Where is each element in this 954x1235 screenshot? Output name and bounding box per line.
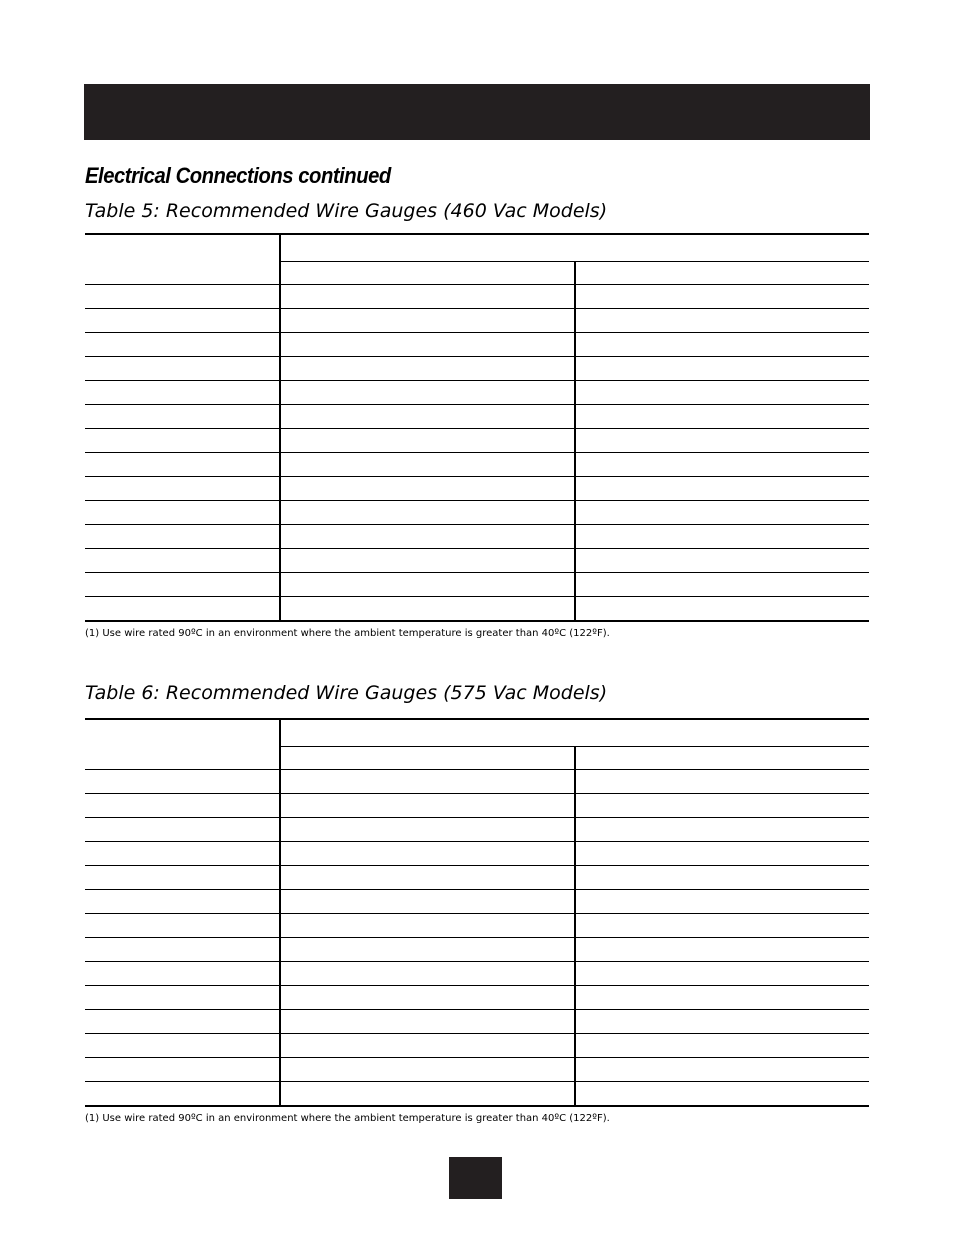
table-cell [280,1082,575,1107]
table-cell [575,1082,869,1107]
table-cell [575,794,869,818]
table-cell [85,794,280,818]
table-cell [85,770,280,794]
table-cell [280,549,575,573]
table-cell [575,890,869,914]
table-row [85,309,869,333]
table5 [85,233,869,622]
table6-title: Table 6: Recommended Wire Gauges (575 Vac Models) [85,682,608,704]
subheader-cell-2 [575,747,869,770]
table-cell [280,1010,575,1034]
table-cell [85,986,280,1010]
table-cell [575,866,869,890]
table-cell [280,1058,575,1082]
table-row [85,597,869,622]
table-cell [280,986,575,1010]
table-row [85,914,869,938]
table-cell [280,866,575,890]
table-cell [575,962,869,986]
table-row [85,962,869,986]
header-cell-group [280,719,869,747]
table-row [85,549,869,573]
table-header-row [85,234,869,262]
table-cell [575,573,869,597]
table-cell [85,453,280,477]
section-title: Electrical Connections continued [85,163,391,188]
table-cell [85,309,280,333]
table-cell [280,962,575,986]
table-cell [575,453,869,477]
table-row [85,770,869,794]
table6-footnote: (1) Use wire rated 90ºC in an environment where the ambient temperature is greater than 40ºC (122ºF). [85,1113,610,1124]
table-cell [85,333,280,357]
table-cell [85,914,280,938]
table-cell [575,842,869,866]
table-cell [575,986,869,1010]
table-cell [575,285,869,309]
subheader-cell-2 [575,262,869,285]
table-row [85,333,869,357]
table-row [85,1058,869,1082]
table-cell [85,842,280,866]
table-cell [280,525,575,549]
table-cell [85,1010,280,1034]
table-row [85,429,869,453]
table-cell [575,914,869,938]
table-row [85,381,869,405]
table-row [85,285,869,309]
table-row [85,818,869,842]
table-cell [280,357,575,381]
header-bar [84,84,870,140]
table-row [85,890,869,914]
table-cell [280,938,575,962]
table-cell [575,309,869,333]
table-cell [575,333,869,357]
table-row [85,938,869,962]
table-cell [85,285,280,309]
table-cell [575,381,869,405]
table-cell [575,429,869,453]
table-cell [280,477,575,501]
subheader-cell-1 [280,262,575,285]
table-cell [85,597,280,622]
table-cell [280,453,575,477]
table-cell [85,549,280,573]
table-cell [85,818,280,842]
table-row [85,501,869,525]
table-cell [85,357,280,381]
table-row [85,794,869,818]
table-row [85,477,869,501]
page-number-tab [449,1157,502,1199]
table6-grid [85,718,869,1107]
table5-grid [85,233,869,622]
table6 [85,718,869,1107]
subheader-cell-1 [280,747,575,770]
table-cell [280,285,575,309]
table-row [85,986,869,1010]
table-cell [85,525,280,549]
table-cell [575,1034,869,1058]
table-cell [85,962,280,986]
table-row [85,1010,869,1034]
table-cell [85,1034,280,1058]
table-cell [575,501,869,525]
table-row [85,1034,869,1058]
table-cell [85,381,280,405]
table-cell [280,429,575,453]
table-cell [85,890,280,914]
table-cell [280,818,575,842]
table-cell [280,842,575,866]
table-row [85,866,869,890]
table-cell [85,866,280,890]
table-row [85,525,869,549]
table-cell [85,429,280,453]
table-row [85,453,869,477]
table-cell [280,770,575,794]
table-cell [575,549,869,573]
table-cell [85,1082,280,1107]
table-cell [280,914,575,938]
table-cell [575,1010,869,1034]
table-cell [85,938,280,962]
table-cell [85,573,280,597]
table-cell [280,309,575,333]
table-header-row [85,719,869,747]
table-row [85,573,869,597]
table-cell [280,405,575,429]
table-cell [575,405,869,429]
table-cell [575,597,869,622]
table5-footnote: (1) Use wire rated 90ºC in an environment where the ambient temperature is greater than 40ºC (122ºF). [85,628,610,639]
table-cell [280,1034,575,1058]
header-cell-model [85,719,280,770]
table-cell [85,1058,280,1082]
table-cell [280,381,575,405]
table-row [85,357,869,381]
table-cell [85,477,280,501]
table-cell [575,357,869,381]
table-cell [280,794,575,818]
table-cell [575,525,869,549]
table-row [85,842,869,866]
table5-title: Table 5: Recommended Wire Gauges (460 Vac Models) [85,200,608,222]
table-cell [575,1058,869,1082]
table-cell [85,405,280,429]
table-cell [280,890,575,914]
table-cell [280,501,575,525]
header-cell-model [85,234,280,285]
table-cell [575,818,869,842]
table-cell [575,938,869,962]
table-cell [575,770,869,794]
table-cell [280,333,575,357]
table-row [85,405,869,429]
table-row [85,1082,869,1107]
header-cell-group [280,234,869,262]
table-cell [280,597,575,622]
table-cell [280,573,575,597]
table-cell [85,501,280,525]
table-cell [575,477,869,501]
